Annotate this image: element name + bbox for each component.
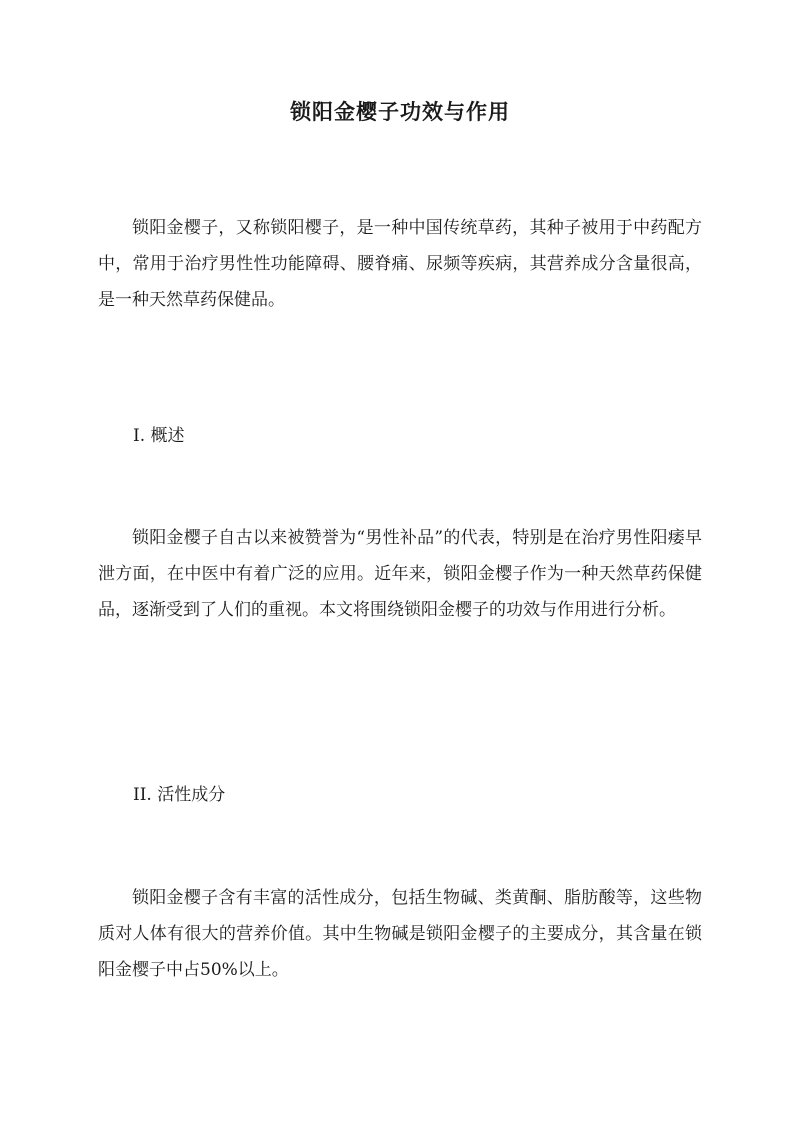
overview-paragraph: 锁阳金樱子自古以来被赞誉为“男性补品”的代表，特别是在治疗男性阳痿早泄方面，在中医中有着广泛的应用。近年来，锁阳金樱子作为一种天然草药保健品，逐渐受到了人们的重视。本文将围绕锁阳金樱子的功效与作用进行分析。 xyxy=(98,528,702,620)
section-heading-overview: I. 概述 xyxy=(133,426,185,446)
section-heading-active-ingredients: II. 活性成分 xyxy=(133,785,226,805)
document-title: 锁阳金樱子功效与作用 xyxy=(290,99,510,124)
active-ingredients-paragraph: 锁阳金樱子含有丰富的活性成分，包括生物碱、类黄酮、脂肪酸等，这些物质对人体有很大的营养价值。其中生物碱是锁阳金樱子的主要成分，其含量在锁阳金樱子中占50%以上。 xyxy=(98,888,702,980)
intro-paragraph: 锁阳金樱子，又称锁阳樱子，是一种中国传统草药，其种子被用于中药配方中，常用于治疗男性性功能障碍、腰脊痛、尿频等疾病，其营养成分含量很高，是一种天然草药保健品。 xyxy=(98,218,702,310)
